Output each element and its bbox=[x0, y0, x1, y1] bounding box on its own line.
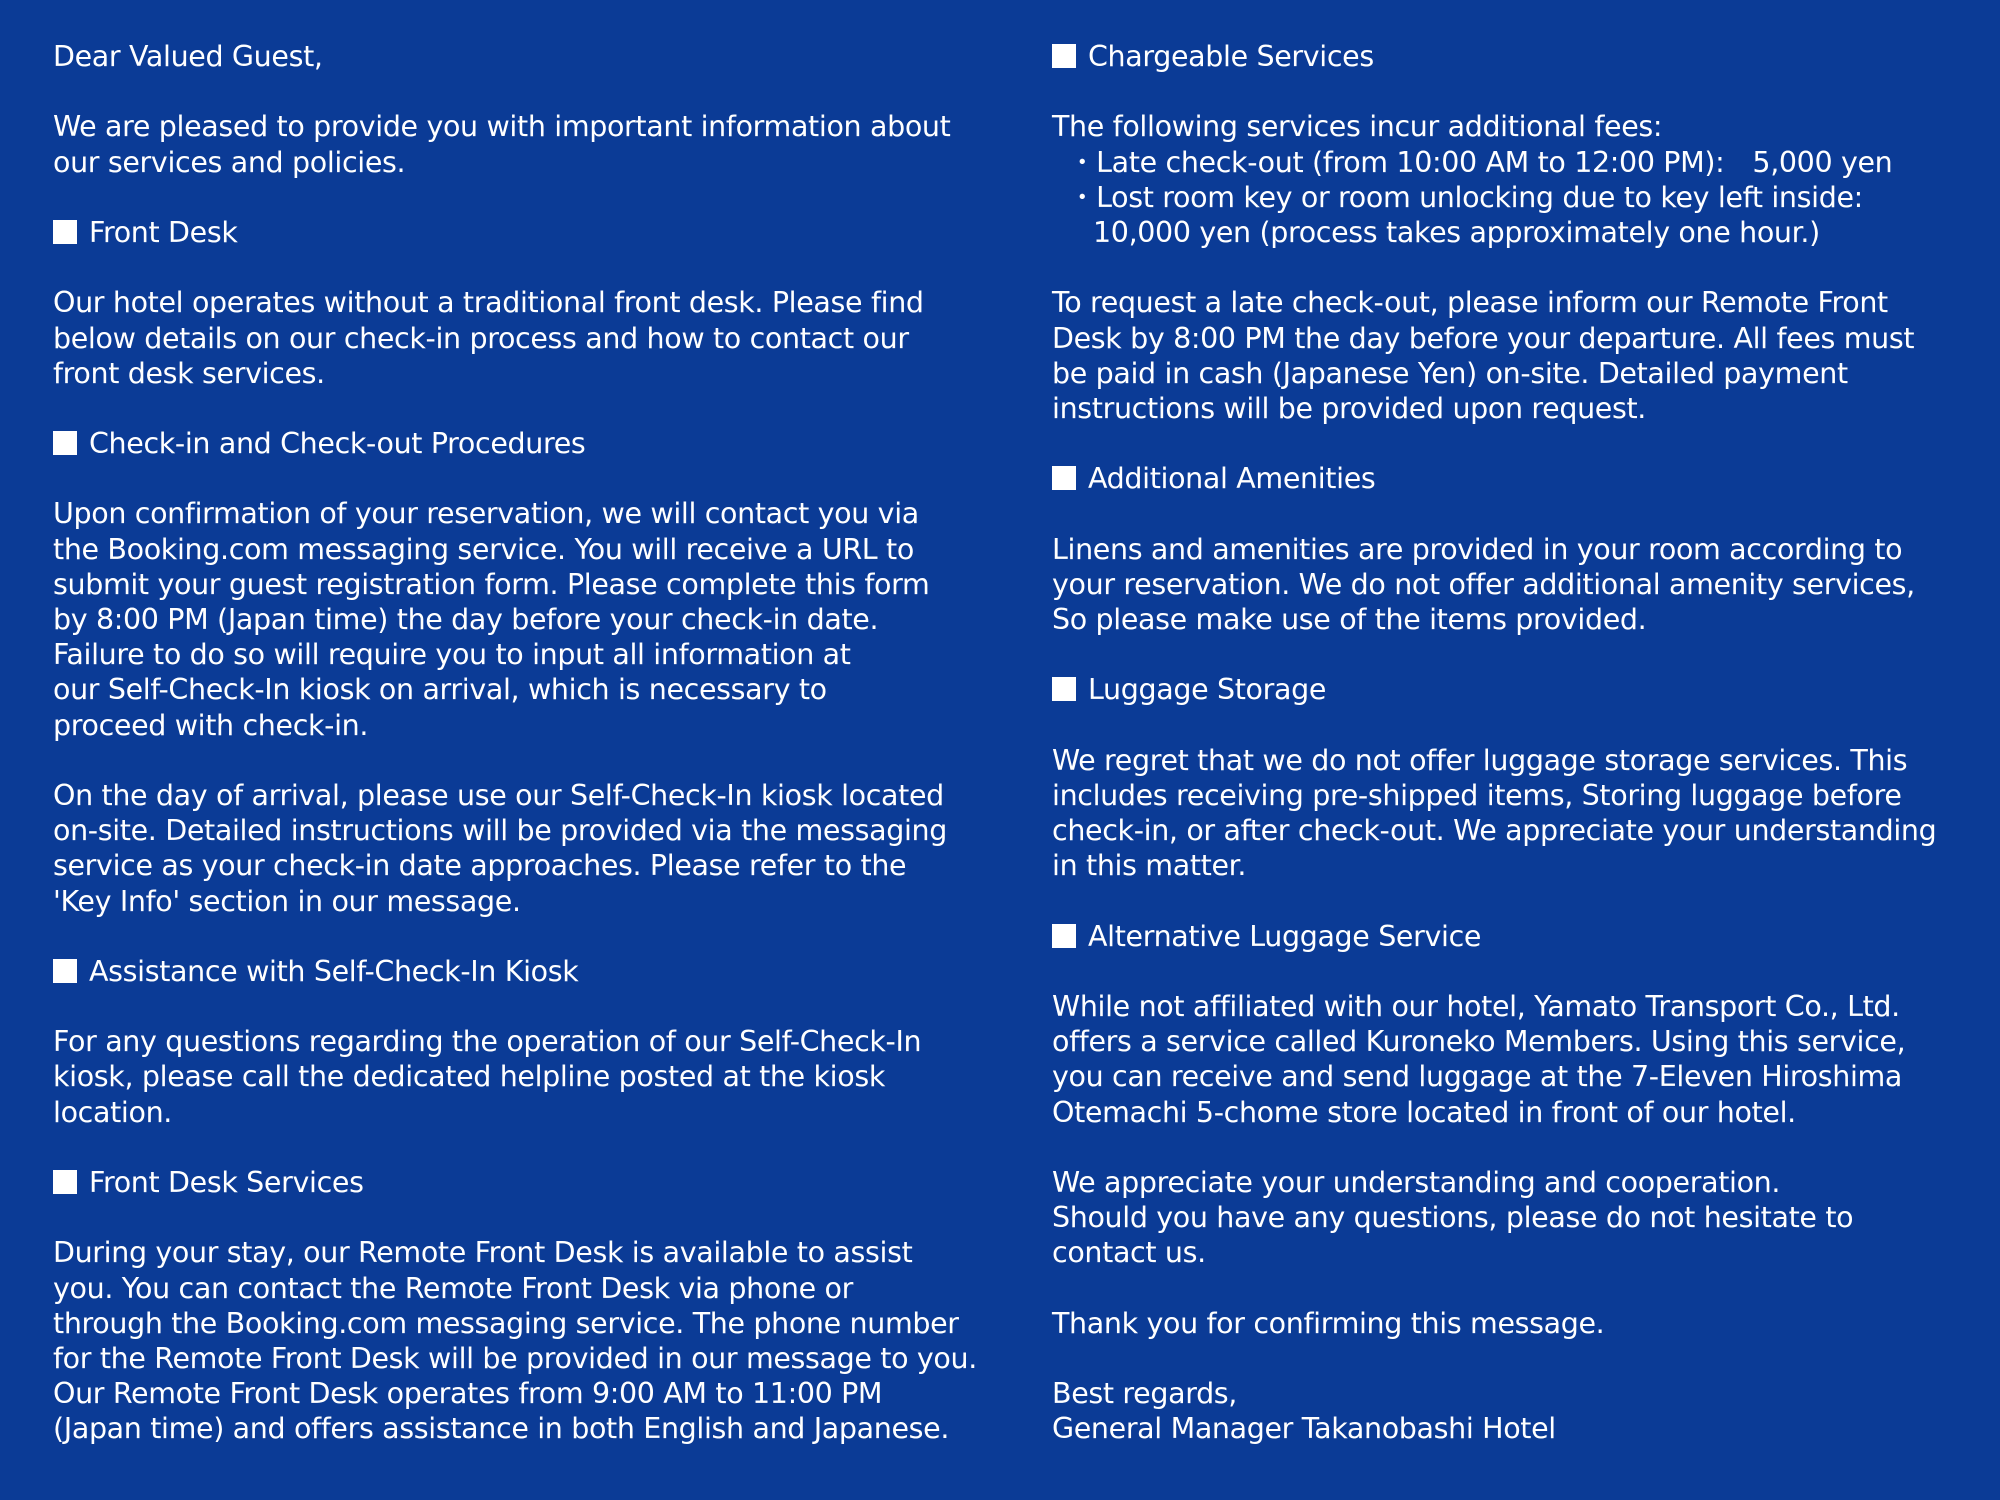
paragraph-line: During your stay, our Remote Front Desk is available to assist bbox=[53, 1236, 913, 1270]
paragraph-line: in this matter. bbox=[1052, 849, 1247, 883]
paragraph-line: by 8:00 PM (Japan time) the day before your check-in date. bbox=[53, 603, 879, 636]
paragraph-line: To request a late check-out, please inform our Remote Front bbox=[1052, 286, 1888, 320]
paragraph-line: the Booking.com messaging service. You will receive a URL to bbox=[53, 532, 914, 566]
closing-line: We appreciate your understanding and cooperation. bbox=[1052, 1166, 1781, 1199]
section-heading-kiosk: Assistance with Self-Check-In Kiosk bbox=[53, 954, 1013, 989]
paragraph-line: For any questions regarding the operation of our Self-Check-In bbox=[53, 1025, 922, 1059]
paragraph-line: Failure to do so will require you to input all information at bbox=[53, 638, 851, 672]
square-bullet-icon bbox=[1052, 44, 1076, 68]
intro-line: We are pleased to provide you with important information about bbox=[53, 110, 951, 144]
paragraph-line: instructions will be provided upon request. bbox=[1052, 391, 1646, 425]
paragraph-line: Our hotel operates without a traditional front desk. Please find bbox=[53, 286, 924, 320]
paragraph-line: be paid in cash (Japanese Yen) on-site. Detailed payment bbox=[1052, 356, 1848, 390]
paragraph-line: front desk services. bbox=[53, 356, 325, 390]
thanks-line: Thank you for confirming this message. bbox=[1052, 1306, 1605, 1340]
paragraph-line: Our Remote Front Desk operates from 9:00 AM to 11:00 PM bbox=[53, 1377, 883, 1411]
section-heading-checkin: Check-in and Check-out Procedures bbox=[53, 426, 1013, 461]
paragraph-line: Otemachi 5-chome store located in front of our hotel. bbox=[1052, 1095, 1796, 1129]
paragraph-line: for the Remote Front Desk will be provided in our message to you. bbox=[53, 1341, 977, 1375]
paragraph-line: On the day of arrival, please use our Self-Check-In kiosk located bbox=[53, 778, 944, 812]
paragraph-line: through the Booking.com messaging service. The phone number bbox=[53, 1306, 959, 1340]
right-column bbox=[1052, 39, 1987, 1447]
chargeable-intro: The following services incur additional fees: bbox=[1052, 110, 1663, 144]
paragraph-line: on-site. Detailed instructions will be provided via the messaging bbox=[53, 814, 947, 848]
section-heading-luggage: Luggage Storage bbox=[1052, 672, 1987, 707]
closing-line: Should you have any questions, please do not hesitate to bbox=[1052, 1201, 1854, 1235]
paragraph-line: you can receive and send luggage at the 7-Eleven Hiroshima bbox=[1052, 1060, 1903, 1094]
section-heading-front-desk: Front Desk bbox=[53, 215, 1013, 250]
square-bullet-icon bbox=[1052, 924, 1076, 948]
closing-line: contact us. bbox=[1052, 1236, 1206, 1270]
square-bullet-icon bbox=[1052, 677, 1076, 701]
paragraph-line: (Japan time) and offers assistance in both English and Japanese. bbox=[53, 1412, 950, 1446]
square-bullet-icon bbox=[53, 1170, 77, 1194]
paragraph-line: you. You can contact the Remote Front Desk via phone or bbox=[53, 1271, 853, 1305]
section-heading-chargeable: Chargeable Services bbox=[1052, 39, 1987, 74]
section-heading-services: Front Desk Services bbox=[53, 1165, 1013, 1200]
paragraph-line: 'Key Info' section in our message. bbox=[53, 884, 521, 918]
regards-line: Best regards, bbox=[1052, 1377, 1238, 1411]
section-heading-alt-luggage: Alternative Luggage Service bbox=[1052, 919, 1987, 954]
paragraph-line: proceed with check-in. bbox=[53, 708, 369, 742]
fee-item-lost-key: ・Lost room key or room unlocking due to key left inside: bbox=[1068, 180, 1863, 214]
paragraph-line: your reservation. We do not offer additional amenity services, bbox=[1052, 567, 1915, 601]
paragraph-line: location. bbox=[53, 1095, 172, 1129]
paragraph-line: service as your check-in date approaches. Please refer to the bbox=[53, 849, 907, 883]
fee-item-lost-key-detail: 10,000 yen (process takes approximately one hour.) bbox=[1093, 215, 1820, 249]
paragraph-line: our Self-Check-In kiosk on arrival, which is necessary to bbox=[53, 673, 827, 707]
signature: General Manager Takanobashi Hotel bbox=[1052, 1412, 1556, 1446]
paragraph-line: While not affiliated with our hotel, Yamato Transport Co., Ltd. bbox=[1052, 990, 1900, 1024]
fee-item-late-checkout: ・Late check-out (from 10:00 AM to 12:00 PM): 5,000 yen bbox=[1068, 145, 1893, 179]
square-bullet-icon bbox=[53, 431, 77, 455]
greeting: Dear Valued Guest, bbox=[53, 40, 323, 73]
paragraph-line: offers a service called Kuroneko Members. Using this service, bbox=[1052, 1025, 1906, 1059]
fee-price: 5,000 yen bbox=[1752, 145, 1893, 179]
square-bullet-icon bbox=[53, 959, 77, 983]
paragraph-line: kiosk, please call the dedicated helpline posted at the kiosk bbox=[53, 1060, 885, 1094]
paragraph-line: Desk by 8:00 PM the day before your departure. All fees must bbox=[1052, 321, 1915, 355]
paragraph-line: Upon confirmation of your reservation, we will contact you via bbox=[53, 497, 919, 531]
paragraph-line: includes receiving pre-shipped items, Storing luggage before bbox=[1052, 778, 1902, 812]
paragraph-line: check-in, or after check-out. We appreciate your understanding bbox=[1052, 814, 1937, 848]
paragraph-line: below details on our check-in process and how to contact our bbox=[53, 321, 909, 355]
paragraph-line: Linens and amenities are provided in your room according to bbox=[1052, 532, 1903, 566]
paragraph-line: submit your guest registration form. Please complete this form bbox=[53, 567, 930, 601]
paragraph-line: So please make use of the items provided. bbox=[1052, 603, 1647, 636]
section-heading-amenities: Additional Amenities bbox=[1052, 461, 1987, 496]
paragraph-line: We regret that we do not offer luggage storage services. This bbox=[1052, 743, 1908, 777]
left-column bbox=[53, 39, 1013, 1447]
square-bullet-icon bbox=[53, 220, 77, 244]
intro-line: our services and policies. bbox=[53, 145, 406, 179]
square-bullet-icon bbox=[1052, 466, 1076, 490]
